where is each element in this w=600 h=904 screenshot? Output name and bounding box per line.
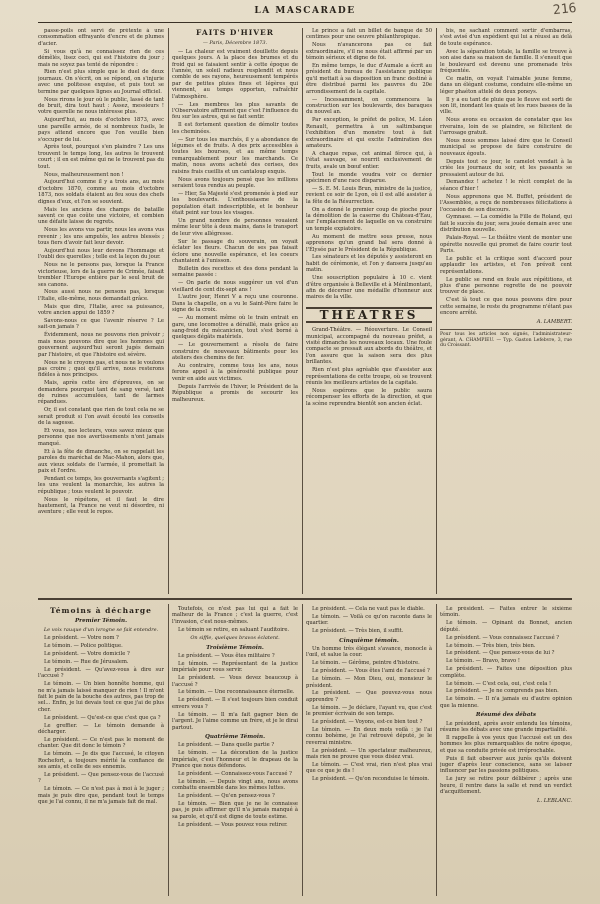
paragraph: Le témoin. — Police politique. <box>44 643 123 650</box>
stage-direction: Le voix rauque d'un ivrogne se fait entendre. <box>43 626 159 633</box>
paragraph: Une souscription populaire à 10 c. vient d'être organisée à Belleville et à Ménilmontant, afin de décerner une médaille d'honneur aux maires de la ville. <box>306 275 432 301</box>
paragraph: Palais-Royal. — Le théâtre vient de monter une opérette nouvelle qui promet de faire courir tout Paris. <box>440 235 572 254</box>
paragraph: Le président. — Vous êtes l'ami de l'accusé ? <box>312 668 430 675</box>
paragraph: Le président. — Qu'on reconduise le témoin. <box>312 776 430 783</box>
paragraph: Nous avons toujours pensé que les millions seraient tous rendus au peuple. <box>172 176 298 189</box>
paragraph: Le témoin. — C'est vrai, rien n'est plus vrai que ce que je dis ! <box>306 762 432 775</box>
paragraph: Et à la fête de dimanche, on se rappelait les paroles du maréchal de Mac-Mahon, alors que, aux vieux soldats de l'armée, il promettait la paix et l'ordre. <box>38 448 164 474</box>
paragraph: Nous les avons vus partir, nous les avons vus revenir ; les uns amputés, les autres blessés ; tous fiers d'avoir fait leur devoir. <box>38 227 164 247</box>
paragraph: Le témoin. — Représentant de la justice impériale pour vous servir. <box>172 660 298 674</box>
paragraph: Bulletin des recettes et des dons pendant la semaine passée : <box>172 265 298 279</box>
paragraph: Depuis l'arrivée de l'hiver, le Président de la République a promis de secourir les malheureux. <box>172 383 298 403</box>
paragraph: Le témoin. — Opinant du Bonnet, ancien député. <box>440 620 572 633</box>
paragraph: — Les membres les plus savants de l'Observatoire affirment que c'est l'influence du feu sur les astres, qui se fait sentir. <box>172 101 298 121</box>
column-rule <box>168 28 169 594</box>
paragraph: L'autre jour, Henri V a reçu une couronne. Dans la chapelle, on a vu le Saint-Père faire le signe de la croix. <box>172 294 298 314</box>
paragraph: Le témoin. — En deux mots voilà : je l'ai connu bohème, je l'ai retrouvé député, je le reverrai ministre. <box>306 727 432 746</box>
column-4 <box>440 28 572 596</box>
paragraph: Le président. — Un spectateur malheureux, mais rien ne prouve que vous disiez vrai. <box>306 747 432 761</box>
paragraph: — Le gouvernement a résolu de faire construire de nouveaux bâtiments pour les ateliers des chemins de fer. <box>172 342 298 362</box>
paragraph: Le témoin. — Ce n'est pas à moi à le juger ; mais je puis dire que, pendant tout le temps que je l'ai connu, il ne m'a jamais fait de mal. <box>38 786 164 806</box>
paragraph: Le témoin. — Bien que je ne le connaisse pas, je puis affirmer qu'il n'a jamais manqué à sa parole, et qu'il est digne de toute estime. <box>172 801 298 820</box>
sub-heading: Premier Témoin. <box>74 618 128 625</box>
paragraph: Un homme très élégant s'avance, monocle à l'œil, et salue la cour. <box>306 646 432 659</box>
temoins-a-decharge-column <box>38 606 164 896</box>
paragraph: Nous ne le croyons pas, et nous ne le voulons pas croire ; quoi qu'il arrive, nous resterons fidèles à nos principes. <box>38 359 164 379</box>
handwritten-page-number: 216 <box>551 0 577 19</box>
sub-heading: Quatrième Témoin. <box>204 733 266 740</box>
paragraph: — La chaleur est vraiment douillette depuis quelques jours. A la place des brumes et du froid qui se faisaient sentir à cette époque de l'année, un soleil radieux resplendit et nous comble de ses rayons, heureusement tempérés par de petites pluies fines et légères qui viennent, au temps opportun, rafraîchir l'atmosphère. <box>172 48 298 100</box>
paragraph: Le président. — Faites entrer le sixième témoin. <box>440 606 572 619</box>
paragraph: Le président. — Dans quelle partie ? <box>178 742 275 749</box>
paragraph: Le président. — Qu'en pensez-vous ? <box>178 793 275 800</box>
paragraph: Il y a eu tant de pluie que le fleuve est sorti de son lit, inondant les quais et les rues basses de la ville. <box>440 96 572 116</box>
bottom-column-2 <box>172 606 298 896</box>
paragraph: Nous rirons le jour où le public, lassé de tant de bruit, dira tout haut : Assez, messieurs ! votre querelle ne nous intéresse plus. <box>38 96 164 116</box>
paragraph: Grand-Théâtre. — Réouverture. Le Conseil municipal, accompagné du nouveau préfet, a visité dimanche les nouveaux locaux. Une foule compacte se pressait aux abords du théâtre, et l'on assure que la saison sera des plus brillantes. <box>306 327 432 366</box>
paragraph: Le témoin. — Je dis que l'accusé, le citoyen Rochefort, a toujours mérité la confiance de ses amis, et celle de ses ennemis. <box>38 751 164 771</box>
article-signature: A. LAMBERT. <box>536 318 572 325</box>
paragraph: Gymnase. — La comédie la Fille de Roland, qui fait le succès du jour, sera jouée demain avec une distribution nouvelle. <box>440 214 572 234</box>
column-2-faits-d-hiver <box>172 28 298 596</box>
bottom-column-3 <box>306 606 432 896</box>
lower-section-divider <box>38 598 572 600</box>
paragraph: Le président. — Très bien, il suffit. <box>312 628 404 635</box>
paragraph: Si vous qu'à ne connaissez rien de ces démêlés, lisez ceci, qui est l'histoire du jour ; mais ne soyez pas tenté de répondre : <box>38 48 164 68</box>
paragraph: Nous, malheureusement non ! <box>44 171 124 178</box>
printer-note: Pour tous les articles non signés, l'administrateur-gérant, A. CHAMPIEU. — Typ. Gaston Lefebvre, 3, rue du Croissant. <box>440 329 572 349</box>
paragraph: Le témoin. — C'est cela, oui, c'est cela ! <box>446 680 552 687</box>
paragraph: Évidemment, nous ne pouvons rien prévoir ; mais nous pouvons dire que les hommes qui gouvernent aujourd'hui seront jugés demain par l'histoire, et que l'histoire est sévère. <box>38 332 164 358</box>
paragraph: Mais les anciens des champs de bataille savent ce que coûte une victoire, et combien une défaite laisse de regrets. <box>38 206 164 226</box>
paragraph: Le témoin. — Un bien honnête homme, qui ne m'a jamais laissé manquer de rien ! Il m'ont fait le pain de la bouche des autres, pas trop de sel... Enfin, je lui devais tout ce que j'ai de plus cher. <box>38 681 164 713</box>
paragraph: Le témoin. — Il m'a fait gagner bien de l'argent. Je l'aime comme un frère, et je le dirai partout. <box>172 711 298 731</box>
column-rule <box>302 28 303 594</box>
paragraph: Demandez ! achetez ! le récit complet de la séance d'hier ! <box>440 179 572 192</box>
paragraph: Le témoin. — La décoration de la justice impériale, c'est l'honneur et le drapeau de la France que nous défendons. <box>172 750 298 770</box>
column-rule <box>436 28 437 594</box>
paragraph: Or, il est constant que rien de tout cela ne se serait produit si l'on avait écouté les conseils de la sagesse. <box>38 407 164 427</box>
section-heading-theatres: THÉATRES <box>319 307 419 322</box>
paragraph: Le témoin. — Très bien, très bien. <box>446 642 536 649</box>
column-rule <box>168 604 169 896</box>
masthead <box>38 0 577 23</box>
paragraph: Nous n'avancerons pas ce fait extraordinaire, s'il ne nous était affirmé par un témoin sérieux et digne de foi. <box>306 42 432 62</box>
bottom-column-4 <box>440 606 572 896</box>
paragraph: Nous aussi nous ne pensons pas, lorsque l'Italie, elle-même, nous demandait grâce. <box>38 289 164 302</box>
dateline: — Paris, Décembre 1873. <box>202 40 268 47</box>
paragraph: Le président. — Vous devez beaucoup à l'accusé ? <box>172 675 298 688</box>
paragraph: Le témoin. — Voilà ce qu'on raconte dans le quartier. <box>306 613 432 627</box>
paragraph: Le président. — Ce n'est pas le moment de chanter. Que dit donc le témoin ? <box>38 736 164 750</box>
paragraph: Le témoin. — Bravo, bravo ! <box>446 658 520 665</box>
paragraph: Le témoin. — Gérôme, peintre d'histoire. <box>312 660 420 667</box>
paragraph: Aujourd'hui, au mois d'octobre 1873, avec une pareille armée, de si nombreux fusils, le pays attend encore que l'on veuille bien s'occuper de lui. <box>38 117 164 143</box>
paragraph: Le président. — Qu'est-ce que c'est que ça ? <box>44 714 161 721</box>
paragraph: Le président. — Que pensez-vous de lui ? <box>446 650 555 657</box>
section-heading-temoins: Témoins à décharge <box>50 606 152 615</box>
paragraph: Nous avons eu occasion de constater que les riverains, loin de se plaindre, se félicitent de l'arrosage gratuit. <box>440 117 572 137</box>
paragraph: Le témoin se retire, en saluant l'auditoire. <box>178 626 290 633</box>
paragraph: Nous le répétons, et il faut le dire hautement, la France ne veut ni désordre, ni aventure ; elle veut le repos. <box>38 496 164 516</box>
paragraph: — Sur tous les marchés, il y a abondance de légumes et de fruits. A des prix accessibles à toutes les bourses, et au même temps remarquablement pour les marchands. Ce matin, nous avons acheté des cerises, des raisins frais cueillis et un cantaloup exquis. <box>172 136 298 175</box>
paragraph: Le témoin. — Mon Dieu, oui, monsieur le président. <box>306 676 432 689</box>
paragraph: On a donné le premier coup de pioche pour la démolition de la caserne du Château-d'Eau, sur l'emplacement de laquelle on va construire un temple expiatoire. <box>306 206 432 232</box>
paragraph: Rien n'est plus simple que le duel de deux journaux. On s'écrit, on se répond, on s'injurie avec une politesse exquise, et puis tout se termine par quelques lignes au Journal officiel. <box>38 69 164 95</box>
paragraph: Le président, après avoir entendu les témoins, résume les débats avec une grande impartialité. <box>440 720 572 733</box>
paragraph: Nous espérons que le public saura récompenser les efforts de la direction, et que la scène reprendra bientôt son ancien éclat. <box>306 387 432 407</box>
paragraph: Le président. — Vous connaissez l'accusé ? <box>446 634 560 641</box>
paragraph: Le public et la critique sont d'accord pour applaudir les artistes, et l'on prévoit cent représentations. <box>440 255 572 275</box>
sub-heading: Résumé des débats <box>475 712 537 719</box>
paragraph: Puis il fait observer aux jurés qu'ils doivent juger d'après leur conscience, sans se laisser influencer par les passions politiques. <box>440 755 572 775</box>
paragraph: Et vous, nos lecteurs, vous savez mieux que personne que nos avertissements n'ont jamais manqué. <box>38 428 164 447</box>
stage-direction: On siffle, quelques bravos éclatent. <box>190 635 280 642</box>
paragraph: Le président. — Que pouvez-vous nous apprendre ? <box>306 690 432 703</box>
paragraph: — Hier, Sa Majesté s'est promenée à pied sur les boulevards. L'enthousiasme de la population était indescriptible, et le bonheur était peint sur tous les visages. <box>172 190 298 217</box>
article-signature: L. LEBLANC. <box>537 797 572 804</box>
paragraph: Le public se rend en foule aux répétitions, et plus d'une personne regrette de ne pouvoir trouver de place. <box>440 276 572 296</box>
column-1 <box>38 28 164 596</box>
paragraph: — Incessamment, on commencera la construction sur les boulevards, des baraques du nouvel an. <box>306 96 432 116</box>
paragraph: Le président. — Votre nom ? <box>44 635 119 642</box>
paragraph: Le président. — Il s'est toujours bien conduit envers vous ? <box>172 697 298 710</box>
paragraph: Nous nous sommes laissé dire que le Conseil municipal se propose de faire construire de nouveaux égouts. <box>440 138 572 157</box>
column-rule <box>436 604 437 896</box>
paragraph: Par exception, le préfet de police, M. Léon Renault, permettra à un saltimbanque l'exhibition d'un monstre tout à fait extraordinaire et qui excite l'admiration des amateurs. <box>306 117 432 149</box>
paragraph: Le jury se retire pour délibérer ; après une heure, il rentre dans la salle et rend un verdict d'acquittement. <box>440 776 572 796</box>
paragraph: Un grand nombre de personnes vouaient même leur tête à deux mains, dans le transport de leur vive allégresse. <box>172 217 298 237</box>
paragraph: Le témoin. — Une reconnaissance éternelle. <box>178 689 295 696</box>
paragraph: Les sénateurs et les députés y assisteront en habit de cérémonie, et l'on y dansera jusqu'au matin. <box>306 254 432 274</box>
paragraph: Aujourd'hui comme il y a trois ans, au mois d'octobre 1870, comme au mois d'octobre 1873, nos soldats étaient au feu sous des chefs dignes d'eux, et l'on se souvient. <box>38 179 164 205</box>
paragraph: passe-poils ont servi de prétexte à une consommation effrayante d'encre et de plumes d'acier. <box>38 28 164 47</box>
paragraph: Le témoin. — Rue de Jérusalem. <box>44 658 129 665</box>
paragraph: Il est fortement question de démolir toutes les cheminées. <box>172 122 298 135</box>
paragraph: bis, ne sachant comment sortir d'embarras, s'est avisé d'un expédient qui lui a réussi au delà de toute espérance. <box>440 28 572 47</box>
paragraph: C'est là tout ce que nous pouvons dire pour cette semaine, le reste du programme n'étant pas encore arrêté. <box>440 297 572 317</box>
paragraph: Avec la séparation totale, la famille se trouve à son aise dans sa maison de famille. Il s'ensuit que le boulevard est devenu une promenade très fréquentée. <box>440 48 572 74</box>
paragraph: Le président. — Que pensez-vous de l'accusé ? <box>38 771 164 785</box>
paragraph: Le président. — Faites une déposition plus complète. <box>440 666 572 679</box>
paragraph: Toutefois, ce n'est pas lui qui a fait le malheur de la France ; c'est la guerre, c'est l'invasion, c'est nous-mêmes. <box>172 606 298 625</box>
paragraph: Le président. — Qu'avez-vous à dire sur l'accusé ? <box>38 666 164 680</box>
paragraph: Ce matin, on voyait l'aimable jeune femme, dans un élégant costume, conduire elle-même un léger phaéton attelé de deux poneys. <box>440 75 572 95</box>
paragraph: Pendant ce temps, les gouvernants s'agitent ; les uns veulent la monarchie, les autres la république ; tous veulent le pouvoir. <box>38 475 164 495</box>
paragraph: Il rappelle à vos yeux que l'accusé est un des hommes les plus remarquables de notre époque, et que sa conduite privée est irréprochable. <box>440 734 572 754</box>
paragraph: Mais, après cette ère d'épreuves, on se demandera pourquoi tant de sang versé, tant de ruines accumulées, tant de larmes répandues. <box>38 380 164 406</box>
paragraph: A chaque repas, cet animal féroce qui, à l'état sauvage, se nourrit exclusivement de fruits, avale un bœuf entier. <box>306 150 432 170</box>
paragraph: Le président. — Cela ne vaut pas le diable. <box>312 606 425 612</box>
paragraph: Rien n'est plus agréable que d'assister aux représentations de cette troupe, où se trouvent réunis les meilleurs artistes de la capitale. <box>306 367 432 386</box>
section-heading-faits-d-hiver: FAITS D'HIVER <box>196 28 274 37</box>
paragraph: Mais que dire, l'Italie, avec sa puissance, votre ancien appui de 1859 ? <box>38 303 164 317</box>
paragraph: Le président. — Je ne comprends pas bien. <box>446 688 559 695</box>
paragraph: Savons-nous ce que l'avenir réserve ? Le sait-on jamais ? <box>38 318 164 331</box>
paragraph: Le président. — Voyons, est-ce bien tout ? <box>312 719 423 726</box>
newspaper-title: LA MASCARADE <box>254 6 356 16</box>
paragraph: Le président. — Vous pouvez vous retirer. <box>178 821 288 828</box>
section-divider <box>306 307 432 309</box>
section-divider <box>306 321 432 323</box>
paragraph: Le président. — Votre domicile ? <box>44 651 130 658</box>
paragraph: Le témoin. — Depuis vingt ans, nous avons combattu ensemble dans les mêmes luttes. <box>172 778 298 792</box>
paragraph: En même temps, le duc d'Aumale a écrit au président du bureau de l'assistance publique qu'il mettait à sa disposition un franc destiné à être distribué parmi les pauvres du 20e arrondissement de la capitale. <box>306 63 432 95</box>
paragraph: Nous apprenons que M. Buffet, président de l'Assemblée, a reçu de nombreuses félicitations à l'occasion de son discours. <box>440 193 572 213</box>
paragraph: Nous ne le pensons pas, lorsque la France victorieuse, lors de la guerre de Crimée, faisait trembler l'Europe entière par le seul bruit de ses canons. <box>38 262 164 288</box>
paragraph: Le témoin. — Il n'a jamais eu d'autre opinion que la mienne. <box>440 696 572 709</box>
column-3 <box>306 28 432 596</box>
paragraph: Le témoin. — Je déclare, l'ayant vu, que c'est le premier écrivain de son temps. <box>306 704 432 718</box>
paragraph: Aujourd'hui nous leur devons l'hommage et l'oubli des querelles ; telle est la leçon du jour. <box>38 248 164 261</box>
paragraph: Depuis tout ce jour, le camelot vendait à la criée les journaux du soir, et les passants se pressaient autour de lui. <box>440 158 572 178</box>
paragraph: — S. E. M. Louis Brun, ministre de la justice, revient ce soir de Lyon, où il est allé assister à la fête de la Résurrection. <box>306 185 432 205</box>
paragraph: Le président. — Connaissez-vous l'accusé ? <box>178 770 292 777</box>
paragraph: Le greffier. — Le témoin demande à décharger. <box>38 722 164 735</box>
paragraph: Au contraire, comme tous les ans, nous ferons appel à la générosité publique pour venir en aide aux victimes. <box>172 363 298 382</box>
column-rule <box>302 604 303 896</box>
paragraph: — On parle de nous suggérer un vol d'un vieillard de cent dix-sept ans ! <box>172 280 298 293</box>
paragraph: Sur le passage du souverain, on voyait éclater les fleurs. Chacun de ses pas faisait éclore une nouvelle espérance, et les coeurs chantaient à l'unisson. <box>172 238 298 264</box>
paragraph: Le prince a fait un billet de banque de 50 centimes pour une oeuvre philanthropique. <box>306 28 432 41</box>
sub-heading: Troisième Témoin. <box>206 644 264 651</box>
paragraph: Le président. — Vous êtes militaire ? <box>178 652 275 659</box>
paragraph: Tout le monde voudra voir ce dernier spécimen d'une race disparue. <box>306 171 432 184</box>
paragraph: — Au moment même où le train entrait en gare, une locomotive a déraillé, mais grâce au sang-froid du mécanicien, tout s'est borné à quelques dégâts matériels. <box>172 315 298 341</box>
paragraph: Après tout, pourquoi s'en plaindre ? Les uns trouvent le temps long, les autres le trouvent court ; il en est même qui ne le trouvent pas du tout. <box>38 144 164 170</box>
paragraph: Au moment de mettre sous presse, nous apprenons qu'un grand bal sera donné à l'Élysée par le Président de la République. <box>306 233 432 253</box>
sub-heading: Cinquième témoin. <box>339 637 399 644</box>
